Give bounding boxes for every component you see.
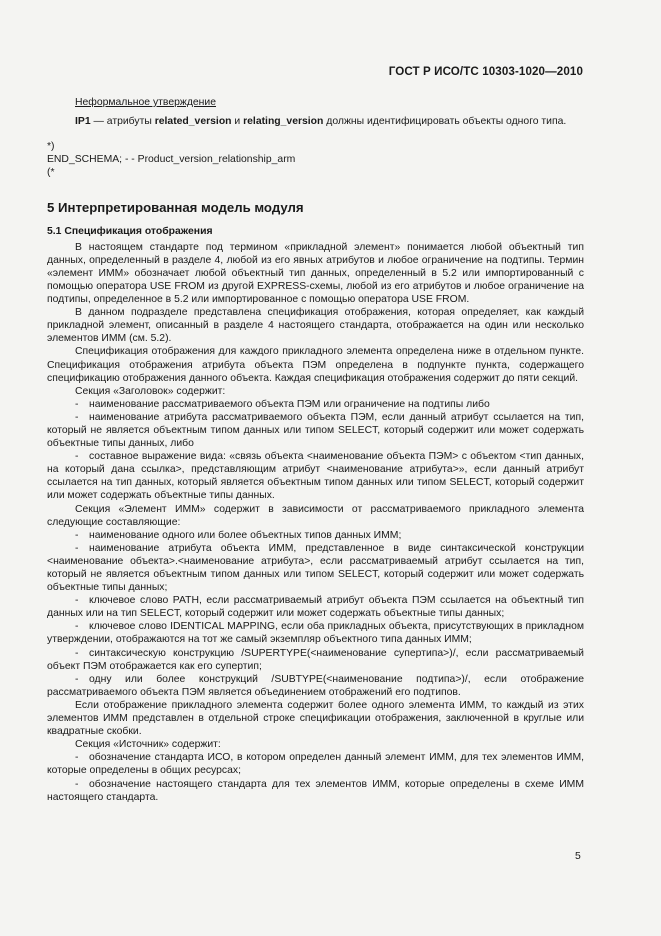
dash-marker: -	[75, 411, 79, 423]
paragraph-4: Секция «Заголовок» содержит:	[75, 385, 226, 397]
standard-header: ГОСТ Р ИСО/ТС 10303-1020—2010	[388, 65, 583, 78]
dash-marker: -	[75, 778, 79, 790]
code-line-3: (*	[47, 167, 55, 179]
informal-proposition-ip1	[47, 115, 584, 128]
ip1-text-e: должны идентифицировать объекты одного типа.	[323, 116, 567, 128]
list-item-text: наименование рассматриваемого объекта ПЭМ или ограничение на подтипы либо	[89, 398, 490, 410]
list-item	[47, 542, 584, 594]
paragraph-6: Если отображение прикладного элемента содержит более одного элемента ИММ, то каждый из этих элементов ИММ представлен в отдельной строке спецификации отображения, заключенной в круглые или квадратные скобки.	[47, 699, 584, 738]
list-item-text: ключевое слово PATH, если рассматриваемый атрибут объекта ПЭМ ссылается на объектный тип данных или на тип SELECT, который содержит или может содержать объектные типы данных;	[47, 595, 584, 620]
list-item-text: обозначение стандарта ИСО, в котором определен данный элемент ИММ, для тех элементов ИММ, которые определены в общих ресурсах;	[47, 752, 584, 777]
list-item-text: наименование одного или более объектных типов данных ИММ;	[89, 529, 402, 541]
list-item-text: ключевое слово IDENTICAL MAPPING, если оба прикладных объекта, присутствующих в прикладном утверждении, отображаются на тот же самый экземпляр объектного типа данных ИММ;	[47, 621, 584, 646]
code-line-1: *)	[47, 141, 55, 153]
paragraph-5: Секция «Элемент ИММ» содержит в зависимости от рассматриваемого прикладного элемента следующие составляющие:	[47, 503, 584, 528]
paragraph-2: В данном подразделе представлена спецификация отображения, которая определяет, как каждый прикладной элемент, описанный в разделе 4 настоящего стандарта, отображается на один или несколько элементов ИММ (см. 5.2).	[47, 307, 584, 345]
page-content	[47, 96, 584, 804]
ip1-text-c: и	[231, 116, 244, 128]
list-item	[47, 673, 584, 699]
dash-marker: -	[75, 542, 79, 554]
paragraph-3: Спецификация отображения для каждого прикладного элемента определена ниже в отдельном пункте. Спецификация отображения атрибута объекта ПЭМ определена в подпункте пункта, содержащего спецификацию отображения данного объекта. Каждая спецификация отображения содержит до пяти секций.	[47, 346, 584, 384]
list-item-text: наименование атрибута рассматриваемого объекта ПЭМ, если данный атрибут ссылается на тип, который не является объектным типом данных или типом SELECT, который содержит или может содержать объектные типы данных, либо	[47, 411, 584, 450]
paragraph-7: Секция «Источник» содержит:	[75, 739, 221, 751]
list-item	[47, 411, 584, 450]
dash-marker: -	[75, 647, 79, 659]
ip1-text-a: — атрибуты	[90, 116, 155, 128]
list-item-text: синтаксическую конструкцию /SUPERTYPE(<наименование супертипа>)/, если рассматриваемый объект ПЭМ отображается как его супертип;	[47, 647, 584, 672]
list-item-text: составное выражение вида: «связь объекта <наименование объекта ПЭМ> с объектом <тип данных, на который дана ссылка>, представляющим атрибут <наименование атрибута>», если данный атрибут ссылается на тип данных, который является объектным типом данных или типом SELECT, который содержит или может содержать объектные типы данных.	[47, 451, 584, 502]
list-item	[47, 620, 584, 646]
list-item	[47, 751, 584, 777]
dash-marker: -	[75, 621, 79, 633]
page-number: 5	[575, 851, 581, 862]
dash-marker: -	[75, 673, 79, 685]
list-item-text: одну или более конструкций /SUBTYPE(<наименование подтипа>)/, если отображение рассматриваемого объекта ПЭМ является объединением отображений его подтипов.	[47, 673, 584, 698]
dash-marker: -	[75, 529, 79, 541]
list-item-text: наименование атрибута объекта ИММ, представленное в виде синтаксической конструкции <наименование объекта>.<наименование атрибута>, если рассматриваемый атрибут ссылается на тип, который не является объектным типом данных или типом SELECT, который содержит или может содержать объектные типы данных;	[47, 542, 584, 594]
attr-related-version: related_version	[154, 116, 232, 128]
section-5-1-title: 5.1 Спецификация отображения	[47, 225, 213, 237]
attr-relating-version: relating_version	[243, 116, 324, 128]
list-item	[47, 594, 584, 620]
dash-marker: -	[75, 752, 79, 764]
section-5-title: 5 Интерпретированная модель модуля	[47, 200, 304, 216]
list-item-text: обозначение настоящего стандарта для тех элементов ИММ, которые определены в схеме ИММ настоящего стандарта.	[47, 778, 584, 803]
list-item	[47, 529, 584, 542]
dash-marker: -	[75, 398, 79, 410]
list-item	[47, 398, 584, 411]
paragraph-1: В настоящем стандарте под термином «прикладной элемент» понимается любой объектный тип данных, определенный в разделе 4, любой из его явных атрибутов и любое ограничение на подтипы. Термин «элемент ИММ» обозначает любой объектный тип данных, определенный в 5.2 или импортированный с помощью оператора USE FROM из другой EXPRESS-схемы, любой из его атрибутов и любое ограничение на подтипы, определенное в 5.2 или импортированное с помощью оператора USE FROM.	[47, 241, 584, 306]
dash-marker: -	[75, 451, 79, 463]
list-item	[47, 450, 584, 502]
informal-heading: Неформальное утверждение	[75, 97, 216, 108]
list-item	[47, 647, 584, 673]
ip1-id: IP1	[75, 116, 91, 128]
code-line-2: END_SCHEMA; - - Product_version_relationship_arm	[47, 154, 296, 166]
list-item	[47, 778, 584, 804]
dash-marker: -	[75, 595, 79, 607]
